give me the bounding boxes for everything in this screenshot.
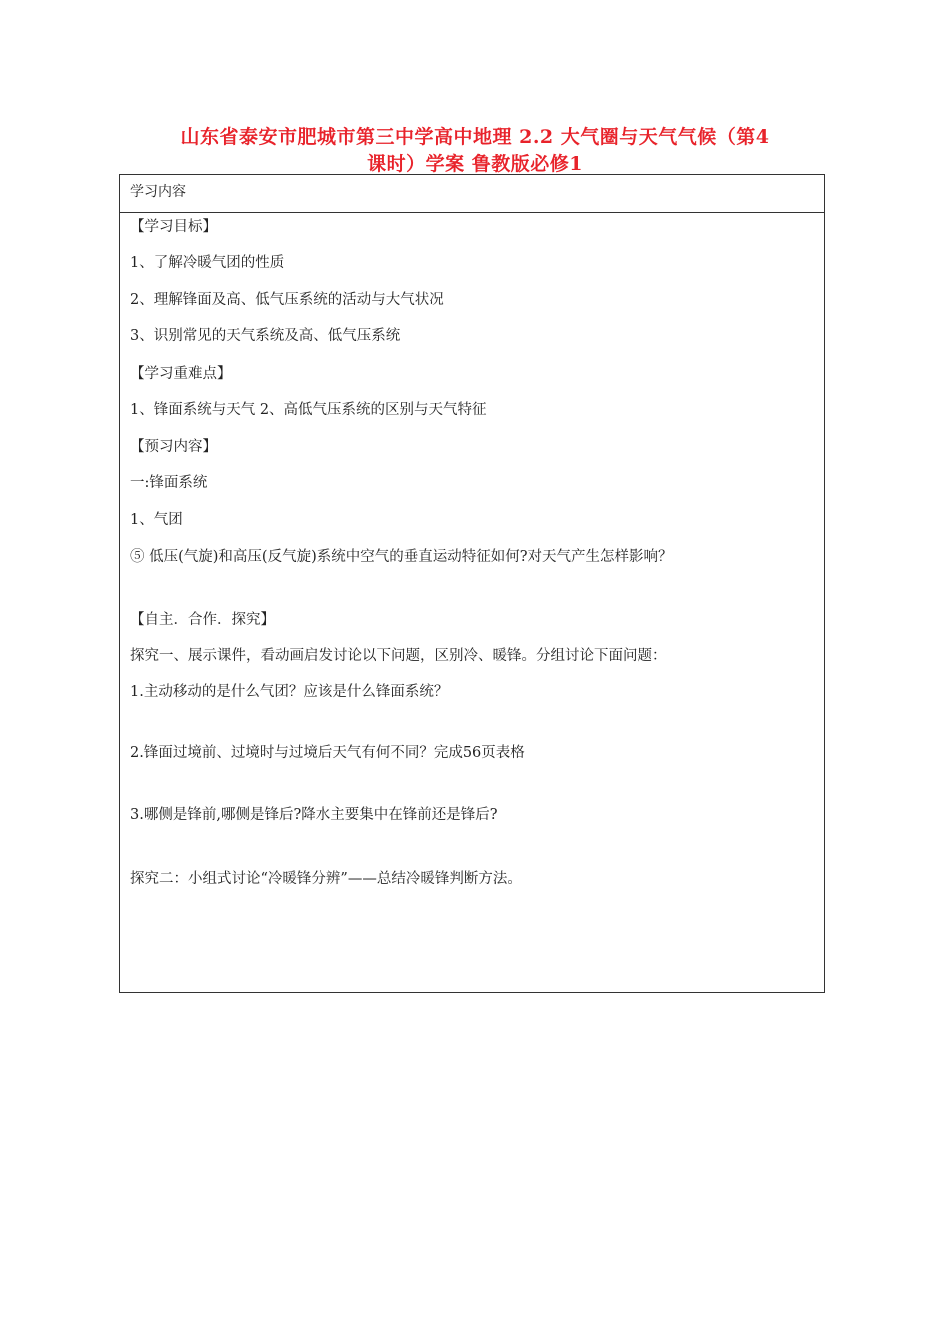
explore-question-2: 2.锋面过境前、过境时与过境后天气有何不同？完成56页表格 — [130, 745, 525, 761]
explore-question-3: 3.哪侧是锋前,哪侧是锋后?降水主要集中在锋前还是锋后? — [130, 807, 498, 823]
section-heading-explore: 【自主．合作．探究】 — [130, 612, 275, 628]
preview-item-air-mass: 1、气团 — [130, 512, 183, 528]
table-header-cell — [120, 175, 824, 213]
preview-question-5: ⑤ 低压(气旋)和高压(反气旋)系统中空气的垂直运动特征如何?对天气产生怎样影响？ — [130, 549, 673, 565]
section-heading-key-points: 【学习重难点】 — [130, 366, 232, 382]
section-heading-preview: 【预习内容】 — [130, 439, 217, 455]
goal-item-1: 1、了解冷暖气团的性质 — [130, 255, 285, 271]
section-heading-goals: 【学习目标】 — [130, 219, 217, 235]
content-table — [119, 174, 825, 993]
title-line-1: 山东省泰安市肥城市第三中学高中地理 2.2 大气圈与天气气候（第4 — [180, 126, 770, 148]
goal-item-2: 2、理解锋面及高、低气压系统的活动与大气状况 — [130, 292, 444, 308]
key-points-text: 1、锋面系统与天气 2、高低气压系统的区别与天气特征 — [130, 402, 487, 418]
explore-one-intro: 探究一、展示课件，看动画启发讨论以下问题，区别冷、暖锋。分组讨论下面问题： — [130, 648, 667, 664]
goal-item-3: 3、识别常见的天气系统及高、低气压系统 — [130, 328, 401, 344]
preview-item-front-system: 一:锋面系统 — [130, 475, 208, 491]
table-header-text: 学习内容 — [130, 184, 186, 200]
document-title — [110, 124, 840, 178]
explore-question-1: 1.主动移动的是什么气团？应该是什么锋面系统？ — [130, 684, 449, 700]
explore-two-text: 探究二：小组式讨论“冷暖锋分辨”——总结冷暖锋判断方法。 — [130, 871, 522, 887]
title-line-2: 课时）学案 鲁教版必修1 — [367, 153, 583, 175]
